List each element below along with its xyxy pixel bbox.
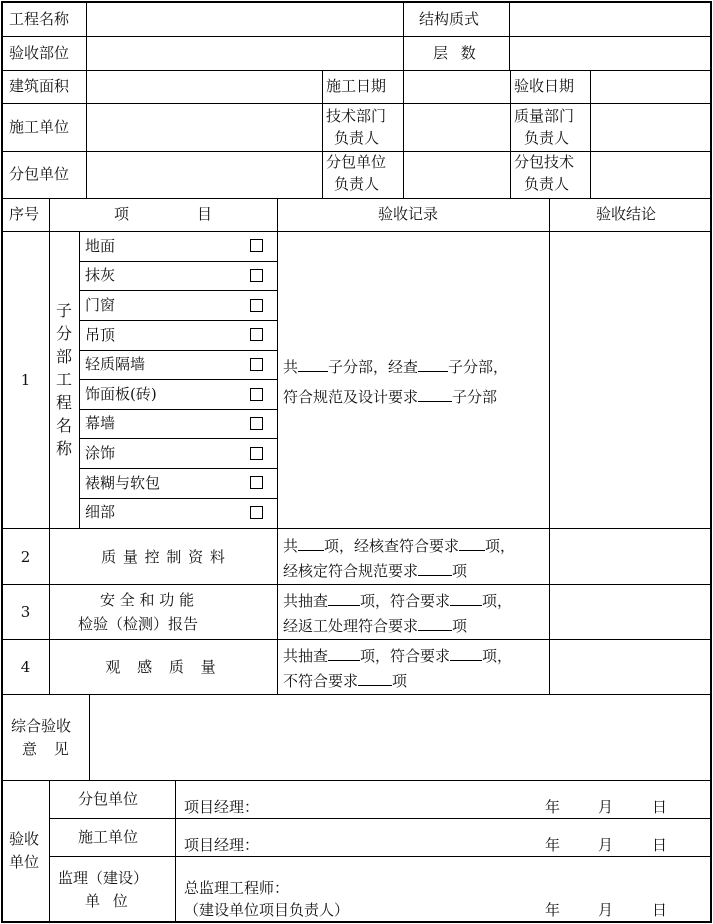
rule [590,70,591,198]
construction-date-label: 施工日期 [326,77,387,95]
rule [80,320,278,321]
rule [80,379,278,380]
construction-unit-label: 施工单位 [9,118,70,136]
row4-record-line2: 不符合要求 项 [283,672,408,690]
rule [175,780,176,923]
fill-blank[interactable] [418,560,452,576]
row2-seq: 2 [20,547,31,566]
column-item-2: 目 [197,205,213,223]
list-item: 饰面板(砖) [85,385,157,403]
date-day: 日 [652,836,668,854]
rule [1,780,712,781]
rule [80,261,278,262]
column-record: 验收记录 [378,205,439,223]
rule [49,818,712,819]
fill-blank[interactable] [328,645,360,661]
building-area-label: 建筑面积 [9,77,70,95]
row1-group-char: 分 [55,324,72,343]
row1-group-char: 子 [55,301,72,320]
checkbox[interactable] [250,299,263,312]
checkbox[interactable] [250,269,263,282]
owner-pm-label: （建设单位项目负责人） [184,901,350,919]
row4-record-line1: 共抽查 项，符合要求 项， [283,647,513,665]
checkbox[interactable] [250,388,263,401]
tech-dept-head-label-1: 技术部门 [326,107,387,125]
rule [1,198,712,199]
row1-record-line2: 符合规范及设计要求 子分部 [283,388,498,406]
row3-record-line1: 共抽查 项，符合要求 项， [283,592,513,610]
signoff-group-2: 单位 [9,853,40,871]
rule [549,198,550,694]
rule [277,198,278,694]
row2-record-line2: 经核定符合规范要求 项 [283,562,468,580]
fill-blank[interactable] [298,356,328,372]
list-item: 裱糊与软包 [85,474,161,492]
checkbox[interactable] [250,506,263,519]
column-seq: 序号 [9,205,40,223]
checkbox[interactable] [250,239,263,252]
construction-unit-sign-label: 施工单位 [78,828,139,846]
row3-seq: 3 [20,603,31,621]
rule [80,498,278,499]
supervision-unit-label-1: 监理（建设） [58,869,149,887]
row1-group-char: 程 [55,393,72,412]
pm-label: 项目经理： [184,798,260,816]
row3-item-1: 安 全 和 功 能 [100,591,195,609]
row2-record-line1: 共 项，经核查符合要求 项， [283,537,516,555]
project-name-label: 工程名称 [9,10,70,28]
date-month: 月 [598,798,614,816]
row1-group-char: 称 [55,439,72,458]
list-item: 抹灰 [85,266,116,284]
subcontract-unit-head-label-1: 分包单位 [326,153,387,171]
fill-blank[interactable] [328,590,360,606]
border-right [710,1,712,923]
signoff-group-1: 验收 [9,830,40,848]
row1-seq: 1 [20,371,31,389]
list-item: 地面 [85,237,116,255]
column-item-1: 项 [114,205,130,223]
checkbox[interactable] [250,417,263,430]
rule [322,70,323,198]
quality-dept-head-label-1: 质量部门 [514,107,575,125]
rule [80,438,278,439]
subcontract-tech-head-label-1: 分包技术 [514,153,575,171]
row4-item: 观 感 质 量 [105,658,222,676]
rule [49,198,50,694]
rule [1,36,712,37]
rule [49,780,50,923]
rule [80,468,278,469]
row2-item: 质 量 控 制 资 料 [101,547,226,566]
date-year: 年 [545,836,561,854]
subcontract-tech-head-label-2: 负责人 [524,175,570,193]
row3-record-line2: 经返工处理符合要求 项 [283,617,468,635]
rule [510,70,511,198]
date-day: 日 [652,901,668,919]
rule [80,409,278,410]
row3-item-2: 检验（检测）报告 [78,615,199,633]
row1-group-char: 工 [55,370,72,389]
rule [89,694,90,780]
structure-type-label: 结构质式 [419,10,480,28]
border-top [1,1,712,3]
row1-group-char: 部 [55,347,72,366]
rule [403,1,404,198]
supervision-unit-label-2: 单 位 [85,892,132,910]
row1-record-line1: 共 子分部，经查 子分部， [283,358,509,376]
fill-blank[interactable] [418,615,452,631]
fill-blank[interactable] [418,356,448,372]
acceptance-date-label: 验收日期 [514,77,575,95]
subcontract-unit-sign-label: 分包单位 [78,790,139,808]
list-item: 细部 [85,503,116,521]
rule [80,290,278,291]
rule [1,694,712,695]
fill-blank[interactable] [358,670,392,686]
rule [49,856,712,857]
subcontract-unit-head-label-2: 负责人 [334,175,380,193]
date-day: 日 [652,798,668,816]
rule [86,1,87,198]
subcontract-unit-label: 分包单位 [9,165,70,183]
border-bottom [1,921,712,923]
date-year: 年 [545,901,561,919]
list-item: 吊顶 [85,326,116,344]
list-item: 门窗 [85,296,116,314]
checkbox[interactable] [250,358,263,371]
fill-blank[interactable] [450,645,482,661]
fill-blank[interactable] [459,535,485,551]
opinion-field[interactable] [92,697,708,778]
row1-group-char: 名 [55,416,72,435]
floors-label: 层 数 [433,44,480,62]
date-month: 月 [598,836,614,854]
fill-blank[interactable] [418,386,452,402]
rule [1,584,712,585]
date-month: 月 [598,901,614,919]
opinion-label-1: 综合验收 [11,717,72,735]
list-item: 涂饰 [85,444,116,462]
rule [1,231,712,232]
fill-blank[interactable] [298,535,324,551]
quality-dept-head-label-2: 负责人 [524,129,570,147]
checkbox[interactable] [250,476,263,489]
date-year: 年 [545,798,561,816]
chief-supervisor-label: 总监理工程师： [184,879,290,897]
column-conclusion: 验收结论 [596,205,657,223]
checkbox[interactable] [250,447,263,460]
rule [509,1,510,70]
list-item: 轻质隔墙 [85,355,146,373]
opinion-label-2: 意 见 [22,740,75,758]
rule [1,70,712,71]
rule [1,103,712,104]
inspection-part-label: 验收部位 [9,44,70,62]
row4-seq: 4 [20,658,31,676]
rule [80,350,278,351]
pm-label: 项目经理： [184,836,260,854]
list-item: 幕墙 [85,414,116,432]
tech-dept-head-label-2: 负责人 [334,129,380,147]
checkbox[interactable] [250,328,263,341]
fill-blank[interactable] [450,590,482,606]
